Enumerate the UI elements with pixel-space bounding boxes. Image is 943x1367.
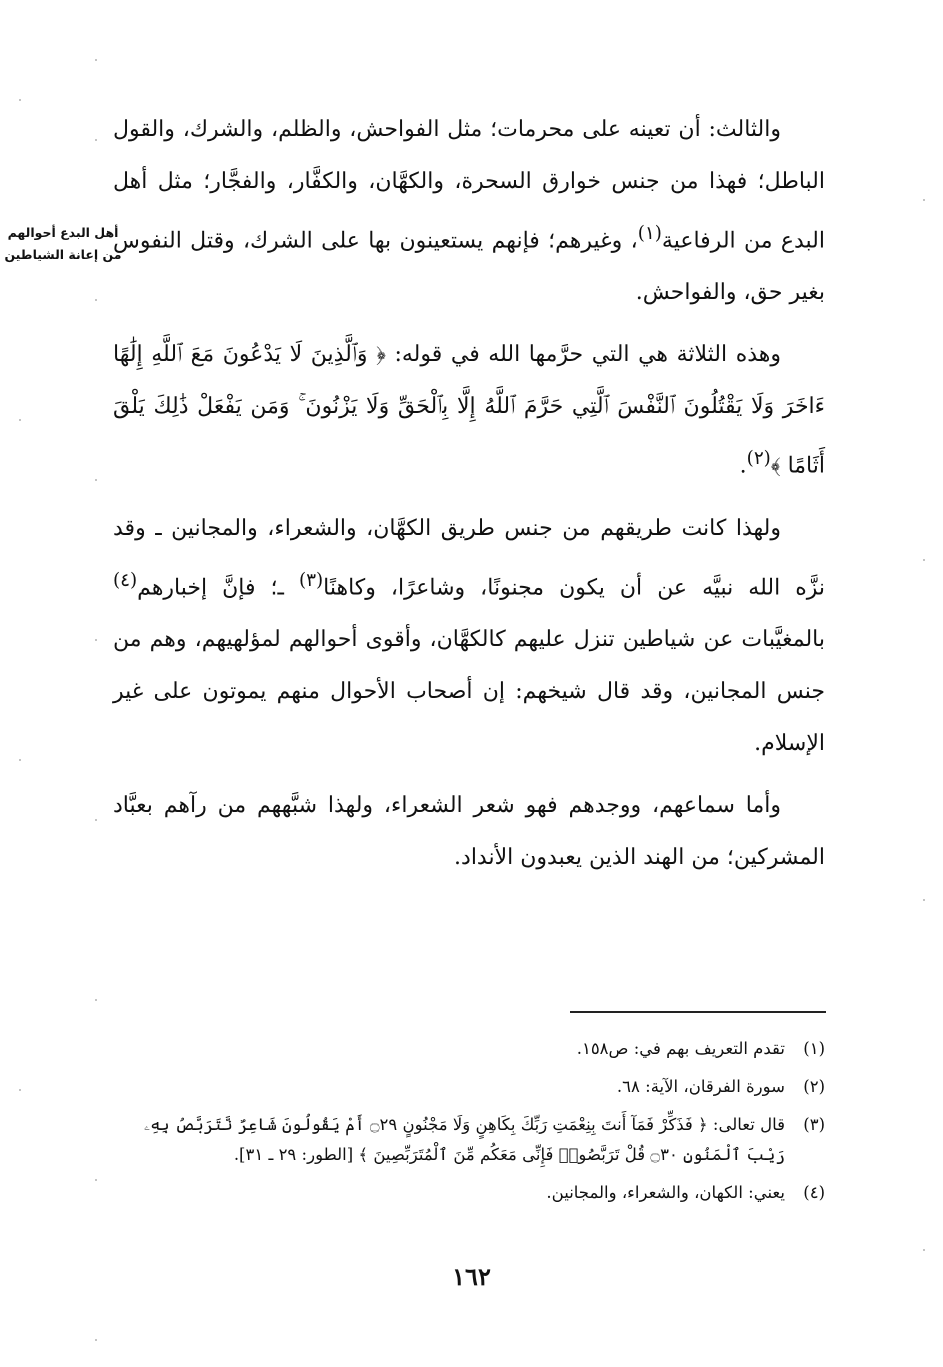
paragraph-text: . <box>739 453 747 479</box>
paragraph-text: بالمغيَّبات عن شياطين تنزل عليهم كالكهَّان، وأقوى أحوالهم لمؤلهيهم، وهم من جنس المجانين، وقد قال شيخهم: إن أصحاب الأحوال منهم يموتون على غير الإسلام. <box>113 626 825 756</box>
paragraph-text: وأما سماعهم، ووجدهم فهو شعر الشعراء، ولهذا شبَّههم من رآهم بعبَّاد المشركين؛ من الهند الذين يعبدون الأنداد. <box>113 792 825 870</box>
footnote-text: يعني: الكهان، والشعراء، والمجانين. <box>546 1183 785 1202</box>
footnote-ref-1: (١) <box>637 223 662 244</box>
paragraph-soothsayers <box>113 503 825 770</box>
main-text <box>113 104 825 894</box>
footnote-number: (٢) <box>803 1077 825 1096</box>
footnote-number: (١) <box>803 1039 825 1058</box>
footnote-text: سورة الفرقان، الآية: ٦٨. <box>616 1077 785 1096</box>
footnote-separator <box>570 1011 826 1013</box>
footnote-item <box>113 1072 825 1102</box>
margin-note-line1: أهل البدع أحوالهم <box>7 225 119 240</box>
footnote-text: قال تعالى: ﴿ فَذَكِّرْ فَمَآ أَنتَ بِنِعْمَتِ رَبِّكَ بِكَاهِنٍ وَلَا مَجْنُونٍ ۝٢٩ أَمْ يَقُولُونَ شَاعِرٌ نَّتَرَبَّصُ بِهِۦ رَيْبَ ٱلْمَنُونِ ۝٣٠ قُلْ تَرَبَّصُوا۟ فَإِنِّى مَعَكُم مِّنَ ٱلْمُتَرَبِّصِينَ ﴾ [الطور: ٢٩ ـ ٣١]. <box>143 1115 785 1164</box>
margin-note-line2: من إعانة الشياطين <box>4 247 122 262</box>
footnotes <box>113 1034 825 1216</box>
paragraph-text: ولهذا كانت طريقهم من جنس طريق الكهَّان، والشعراء، والمجانين ـ وقد نزَّه الله نبيَّه عن أن يكون مجنونًا، وشاعرًا، وكاهنًا <box>113 515 825 600</box>
paragraph-text: ، وغيرهم؛ فإنهم يستعينون بها على الشرك، وقتل النفوس بغير حق، والفواحش. <box>113 228 825 306</box>
paragraph-third-type <box>113 104 825 319</box>
footnote-item <box>113 1178 825 1208</box>
margin-note <box>4 222 122 266</box>
footnote-number: (٣) <box>803 1115 825 1134</box>
footnote-text: تقدم التعريف بهم في: ص١٥٨. <box>576 1039 785 1058</box>
footnote-ref-4: (٤) <box>113 569 138 591</box>
paragraph-text: ـ؛ فإنَّ إخبارهم <box>137 574 299 600</box>
paragraph-text: وهذه الثلاثة هي التي حرَّمها الله في قوله: <box>385 342 782 368</box>
footnote-number: (٤) <box>803 1183 825 1202</box>
footnote-ref-2: (٢) <box>746 448 771 470</box>
paragraph-text: والثالث: أن تعينه على محرمات؛ مثل الفواحش، والظلم، والشرك، والقول الباطل؛ فهذا من جنس خوارق السحرة، والكهَّان، والكفَّار، والفجَّار؛ مثل أهل البدع من الرفاعية <box>113 117 825 254</box>
footnote-item <box>113 1034 825 1064</box>
page-number: ١٦٢ <box>452 1262 491 1291</box>
footnote-ref-3: (٣) <box>298 569 324 591</box>
footnote-item <box>113 1110 825 1170</box>
paragraph-audition <box>113 780 825 884</box>
quran-verse: ﴿ وَٱلَّذِينَ لَا يَدْعُونَ مَعَ ٱللَّهِ إِلَٰهًا ءَاخَرَ وَلَا يَقْتُلُونَ ٱلنَّفْسَ ٱلَّتِي حَرَّمَ ٱللَّهُ إِلَّا بِٱلْحَقِّ وَلَا يَزْنُونَ ۚ وَمَن يَفْعَلْ ذَٰلِكَ يَلْقَ أَثَامًا ﴾ <box>113 342 825 479</box>
paragraph-quran-citation <box>113 329 825 492</box>
